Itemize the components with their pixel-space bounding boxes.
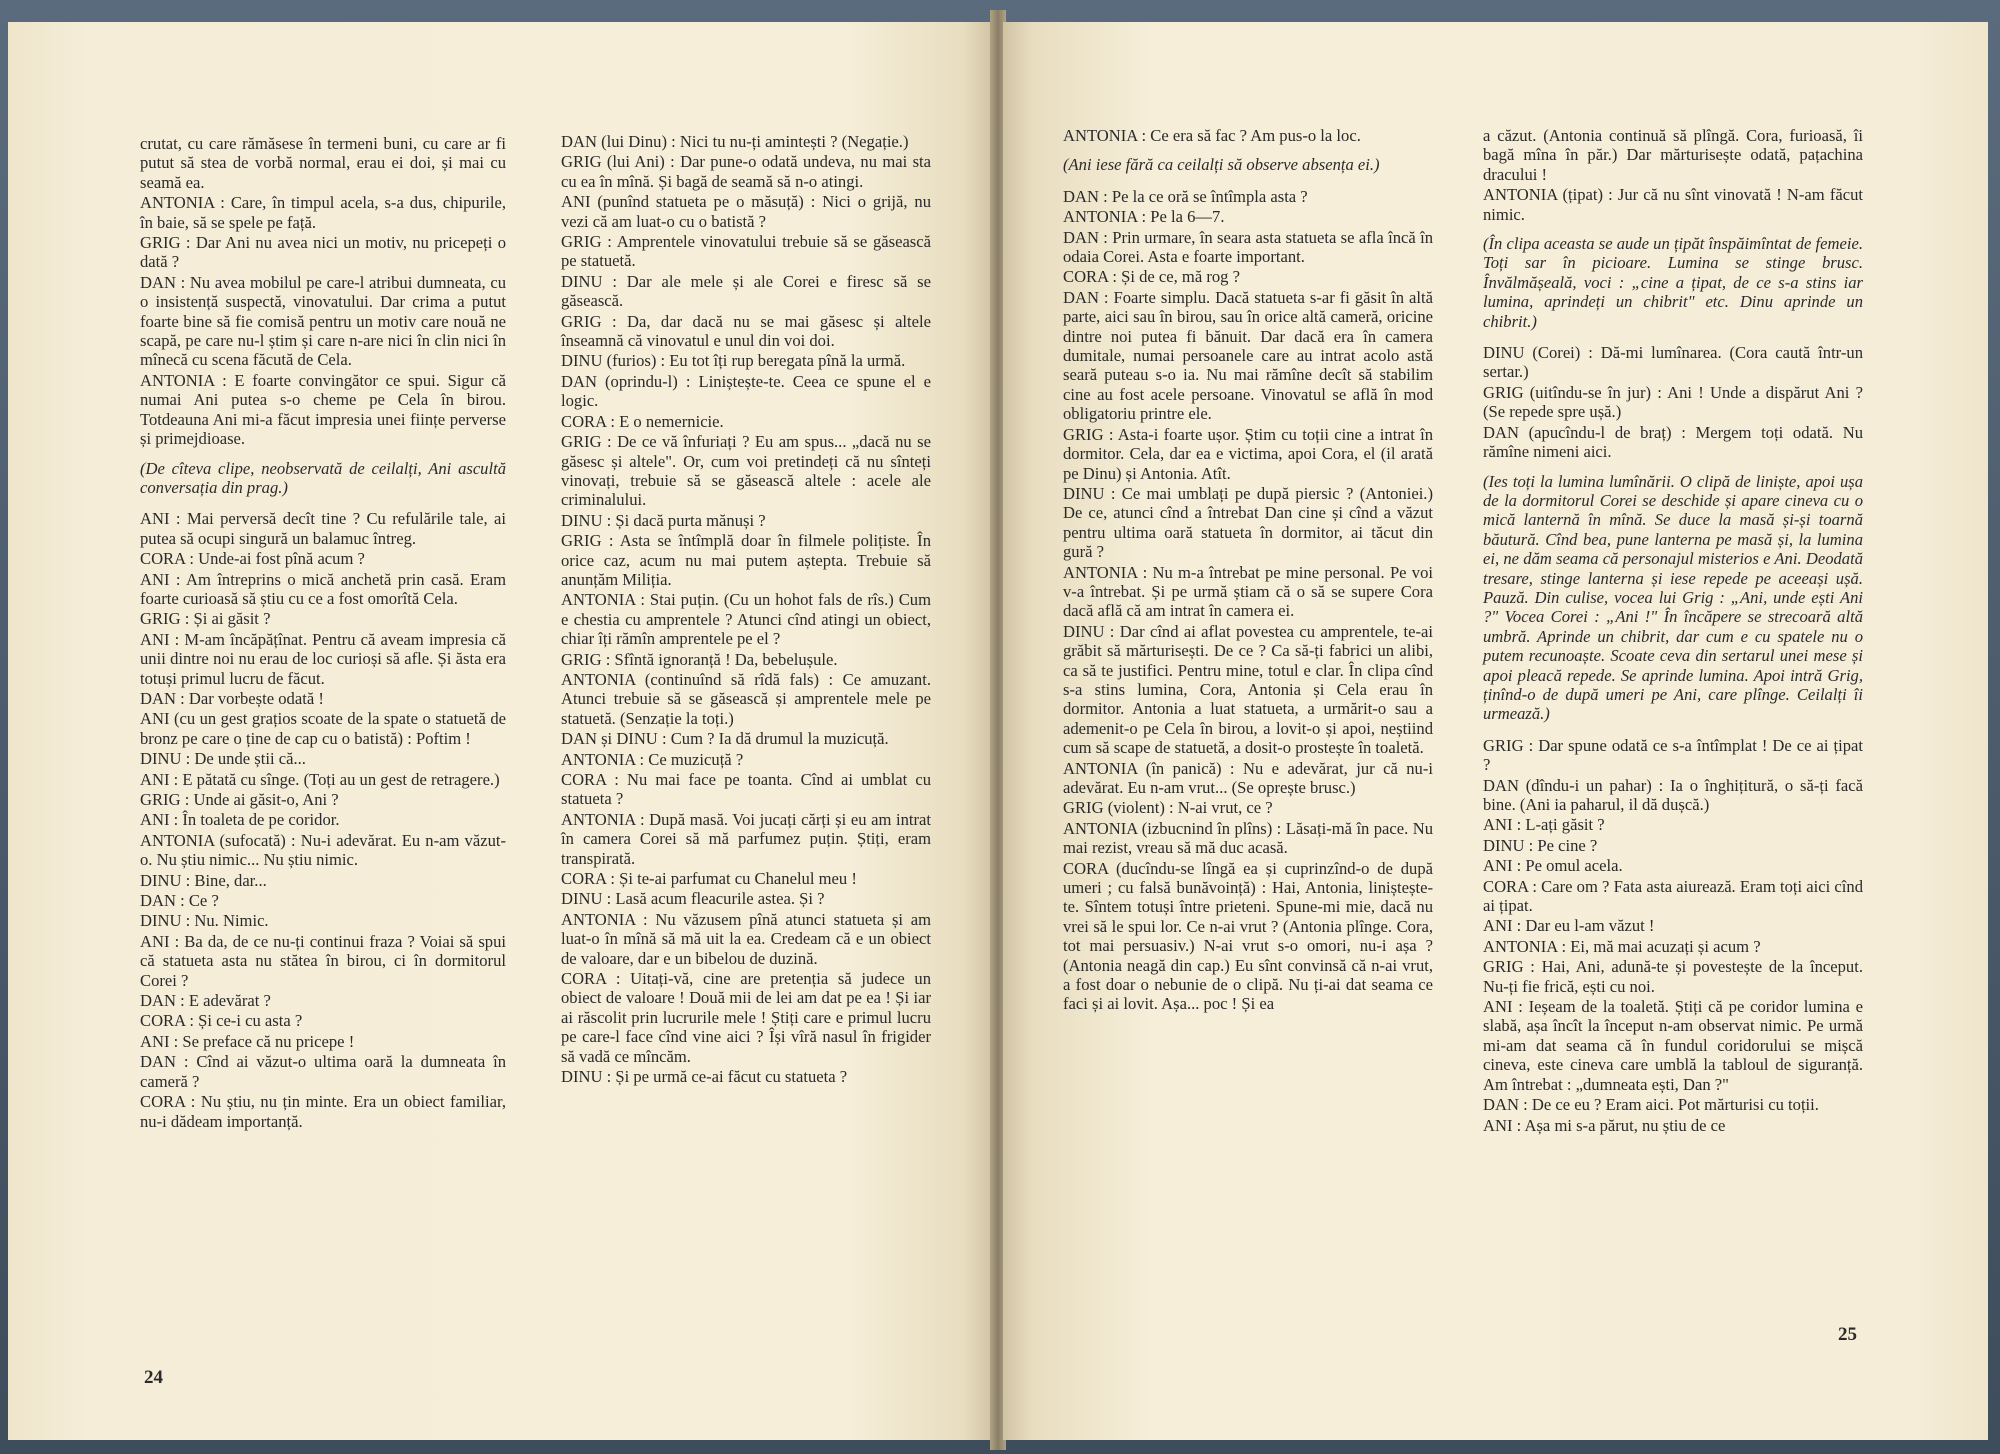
dialogue-line: ANI (punînd statueta pe o măsuță) : Nici o grijă, nu vezi că am luat-o cu o batistă ?	[561, 192, 931, 231]
stage-direction: (De cîteva clipe, neobservată de ceilalți, Ani ascultă conversația din prag.)	[140, 458, 506, 497]
dialogue-line: DINU (Corei) : Dă-mi lumînarea. (Cora caută într-un sertar.)	[1483, 343, 1863, 382]
dialogue-line: ANTONIA (izbucnind în plîns) : Lăsați-mă în pace. Nu mai rezist, vreau să mă duc acasă.	[1063, 818, 1433, 858]
dialogue-line: DINU : Bine, dar...	[140, 870, 267, 890]
dialogue-line: ANTONIA : Pe la 6—7.	[1063, 207, 1225, 227]
dialogue-line: DINU : Lasă acum fleacurile astea. Și ?	[561, 889, 825, 909]
dialogue-line: ANI : Dar eu l-am văzut !	[1483, 916, 1655, 936]
dialogue-line: ANI : În toaleta de pe coridor.	[140, 810, 340, 830]
dialogue-line: DAN (dîndu-i un pahar) : Ia o înghițitură, o să-ți facă bine. (Ani ia paharul, il dă dușcă.)	[1483, 775, 1863, 814]
dialogue-line: CORA : E o nemernicie.	[561, 411, 724, 431]
dialogue-line: CORA : Și ce-i cu asta ?	[140, 1011, 303, 1031]
dialogue-line: GRIG (violent) : N-ai vrut, ce ?	[1063, 798, 1273, 818]
dialogue-line: ANI : E pătată cu sînge. (Toți au un gest de retragere.)	[140, 769, 500, 789]
dialogue-line: GRIG : Unde ai găsit-o, Ani ?	[140, 790, 339, 809]
dialogue-line: DINU : De unde știi că...	[140, 749, 306, 769]
dialogue-line: ANI : Mai perversă decît tine ? Cu refulările tale, ai putea să ocupi singură un balamuc întreg.	[140, 509, 506, 548]
dialogue-line: GRIG : Asta se întîmplă doar în filmele polițiste. În orice caz, acum nu mai putem aștepta. Trebuie să anunțăm Miliția.	[561, 531, 931, 589]
text-column-1	[140, 134, 506, 1132]
dialogue-line: ANTONIA : E foarte convingător ce spui. Sigur că numai Ani putea s-o cheme pe Cela în birou. Totdeauna Ani mi-a făcut impresia unei ființe perverse și primejdioase.	[140, 370, 506, 449]
dialogue-line: a căzut. (Antonia continuă să plîngă. Cora, furioasă, îi bagă mîna în păr.) Dar mărturisește odată, pațachina dracului !	[1483, 126, 1863, 184]
dialogue-line: ANI : Așa mi s-a părut, nu știu de ce	[1483, 1115, 1726, 1135]
dialogue-line: GRIG : Asta-i foarte ușor. Știm cu toții cine a intrat în dormitor. Cela, dar ea e victima, apoi Cora, el (il arată pe Dinu) și Antonia. Atît.	[1063, 424, 1433, 483]
text-column-2	[561, 132, 931, 1088]
dialogue-line: CORA : Nu mai face pe toanta. Cînd ai umblat cu statueta ?	[561, 770, 931, 809]
page-number-left: 24	[144, 1367, 163, 1388]
stage-direction: (Ani iese fără ca ceilalți să observe absența ei.)	[1063, 155, 1380, 175]
dialogue-line: GRIG : Sfîntă ignoranță ! Da, bebelușule.	[561, 649, 838, 669]
dialogue-line: GRIG (lui Ani) : Dar pune-o odată undeva, nu mai sta cu ea în mînă. Și bagă de seamă să n-o atingi.	[561, 152, 931, 191]
dialogue-line: DINU : Și pe urmă ce-ai făcut cu statueta ?	[561, 1067, 848, 1087]
dialogue-line: DINU : Pe cine ?	[1483, 835, 1598, 855]
dialogue-line: GRIG : Da, dar dacă nu se mai găsesc și altele înseamnă că vinovatul e unul din voi doi.	[561, 311, 931, 351]
dialogue-line: GRIG : Dar Ani nu avea nici un motiv, nu pricepeți o dată ?	[140, 233, 506, 272]
dialogue-line: DAN : E adevărat ?	[140, 991, 271, 1011]
dialogue-line: GRIG : De ce vă înfuriați ? Eu am spus... „dacă nu se găsesc și altele". Or, cum voi pretindeți că nu sînteți vinovați, trebuie să se găsească altele : acele ale criminalului.	[561, 432, 931, 510]
dialogue-line: DINU : Și dacă purta mănuși ?	[561, 510, 766, 530]
dialogue-line: ANTONIA (în panică) : Nu e adevărat, jur că nu-i adevărat. Eu n-am vrut... (Se oprește brusc.)	[1063, 758, 1433, 797]
dialogue-line: ANTONIA : Care, în timpul acela, s-a dus, chipurile, în baie, să se spele pe față.	[140, 193, 506, 232]
dialogue-line: CORA : Unde-ai fost pînă acum ?	[140, 549, 365, 569]
dialogue-line: DAN : Foarte simplu. Dacă statueta s-ar fi găsit în altă parte, aici sau în birou, sau în orice altă cameră, oricine dintre noi putea fi bănuit. Dar dacă era în camera dumitale, numai persoanele care au intrat acolo astă seară puteau s-o ia. Nu mai rămîne decît să stabilim cine au fost acele persoane. Vinovatul se află în mod obligatoriu printre ele.	[1063, 287, 1433, 424]
dialogue-line: ANTONIA : Nu văzusem pînă atunci statueta și am luat-o în mînă să mă uit la ea. Credeam că e un obiect de valoare, dar e un bibelou de duzină.	[561, 909, 931, 968]
dialogue-line: DAN și DINU : Cum ? Ia dă drumul la muzicuță.	[561, 729, 889, 749]
dialogue-line: ANI : Ba da, de ce nu-ți continui fraza ? Voiai să spui că statueta asta nu stătea în birou, ci în dormitorul Corei ?	[140, 931, 506, 990]
dialogue-line: CORA : Și de ce, mă rog ?	[1063, 267, 1240, 287]
dialogue-line: ANTONIA : Ei, mă mai acuzați și acum ?	[1483, 936, 1761, 956]
dialogue-line: DAN (apucîndu-l de braț) : Mergem toți odată. Nu rămîne nimeni aici.	[1483, 422, 1863, 462]
dialogue-line: GRIG : Și ai găsit ?	[140, 609, 271, 629]
dialogue-line: ANI : Pe omul acela.	[1483, 856, 1623, 876]
dialogue-line: DINU : Dar ale mele și ale Corei e firesc să se găsească.	[561, 271, 931, 311]
dialogue-line: DAN (oprindu-l) : Liniștește-te. Ceea ce spune el e logic.	[561, 371, 931, 411]
dialogue-line: DAN (lui Dinu) : Nici tu nu-ți amintești ? (Negație.)	[561, 132, 909, 151]
dialogue-line: ANI : Se preface că nu pricepe !	[140, 1031, 355, 1051]
dialogue-line: DAN : Ce ?	[140, 891, 219, 911]
dialogue-line: ANTONIA : Ce era să fac ? Am pus-o la loc.	[1063, 126, 1361, 145]
dialogue-line: ANTONIA : După masă. Voi jucați cărți și eu am intrat în camera Corei să mă parfumez puțin. Știți, eram transpirată.	[561, 809, 931, 868]
dialogue-line: DAN : Nu avea mobilul pe care-l atribui dumneata, cu o insistență suspectă, vinovatului. Dar crima a putut foarte bine să fie comisă pentru un motiv care nouă ne scapă, pe care nu-l știm și care n-are nici în clin nici în mînecă cu scena făcută de Cela.	[140, 272, 506, 370]
left-page	[8, 22, 993, 1440]
dialogue-line: ANTONIA (continuînd să rîdă fals) : Ce amuzant. Atunci trebuie să se găsească și amprentele mele pe statuetă. (Senzație la toți.)	[561, 669, 931, 728]
dialogue-line: ANI (cu un gest grațios scoate de la spate o statuetă de bronz pe care o ține de cap cu o batistă) : Poftim !	[140, 709, 506, 748]
dialogue-line: ANI : L-ați găsit ?	[1483, 815, 1605, 835]
dialogue-line: DINU : Ce mai umblați pe după piersic ? (Antoniei.) De ce, atunci cînd a întrebat Dan cine și cînd a văzut pentru ultima oară statueta în dormitor, ai tăcut din gură ?	[1063, 483, 1433, 562]
dialogue-line: CORA : Nu știu, nu țin minte. Era un obiect familiar, nu-i dădeam importanță.	[140, 1092, 506, 1131]
dialogue-line: DAN : Pe la ce oră se întîmpla asta ?	[1063, 186, 1308, 206]
dialogue-line: GRIG : Amprentele vinovatului trebuie să se găsească pe statuetă.	[561, 232, 931, 271]
dialogue-line: ANTONIA (sufocată) : Nu-i adevărat. Eu n-am văzut-o. Nu știu nimic... Nu știu nimic.	[140, 830, 506, 870]
dialogue-line: DINU (furios) : Eu tot îți rup beregata pînă la urmă.	[561, 351, 906, 371]
dialogue-line: ANTONIA (țipat) : Jur că nu sînt vinovată ! N-am făcut nimic.	[1483, 185, 1863, 224]
dialogue-line: DAN : De ce eu ? Eram aici. Pot mărturisi cu toții.	[1483, 1095, 1819, 1115]
dialogue-line: crutat, cu care rămăsese în termeni buni, cu care ar fi putut să stea de vorbă normal, erau ei doi, și mai cu seamă ea.	[140, 134, 506, 192]
dialogue-line: GRIG : Hai, Ani, adună-te și povestește de la început. Nu-ți fie frică, ești cu noi.	[1483, 957, 1863, 996]
dialogue-line: GRIG : Dar spune odată ce s-a întîmplat ! De ce ai țipat ?	[1483, 735, 1863, 775]
dialogue-line: CORA : Care om ? Fata asta aiurează. Eram toți aici cînd ai țipat.	[1483, 876, 1863, 916]
dialogue-line: DINU : Nu. Nimic.	[140, 911, 269, 931]
dialogue-line: DINU : Dar cînd ai aflat povestea cu amprentele, te-ai grăbit să mărturisești. De ce ? Ca să-ți fabrici un alibi, ca să te justifici. Pentru mine, totul e clar. În clipa cînd s-a stins lumina, Cora, Antonia și Cela erau în dormitor. Antonia a luat statueta, a urmărit-o sau a ademenit-o pe Cela în birou, a lovit-o și apoi, neștiind cum să scape de statuetă, a dosit-o prostește în toaletă.	[1063, 621, 1433, 758]
stage-direction: (În clipa aceasta se aude un țipăt înspăimîntat de femeie. Toți sar în picioare. Lumina se stinge brusc. Învălmășeală, voci : „cine a țipat, de ce s-a stins iar lumina, aprindeți un chibrit" etc. Dinu aprinde un chibrit.)	[1483, 234, 1863, 331]
page-number-right: 25	[1838, 1324, 1857, 1345]
dialogue-line: DAN : Dar vorbește odată !	[140, 688, 324, 708]
dialogue-line: GRIG (uitîndu-se în jur) : Ani ! Unde a dispărut Ani ? (Se repede spre ușă.)	[1483, 382, 1863, 422]
text-column-3	[1063, 126, 1433, 1015]
dialogue-line: ANTONIA : Nu m-a întrebat pe mine personal. Pe voi v-a întrebat. Și pe urmă știam că o să se supere Cora dacă află că am intrat în camera ei.	[1063, 562, 1433, 621]
dialogue-line: ANTONIA : Ce muzicuță ?	[561, 749, 744, 769]
dialogue-line: ANI : M-am încăpățînat. Pentru că aveam impresia că unii dintre noi nu erau de loc curioși să afle. Și ăsta era totuși primul lucru de făcut.	[140, 629, 506, 688]
text-column-4	[1483, 126, 1863, 1136]
right-page	[1003, 22, 1988, 1440]
dialogue-line: ANI : Am întreprins o mică anchetă prin casă. Eram foarte curioasă să știu cu ce a fost omorîtă Cela.	[140, 569, 506, 608]
dialogue-line: CORA : Și te-ai parfumat cu Chanelul meu !	[561, 869, 857, 889]
dialogue-line: DAN : Cînd ai văzut-o ultima oară la dumneata în cameră ?	[140, 1052, 506, 1091]
dialogue-line: DAN : Prin urmare, în seara asta statueta se afla încă în odaia Corei. Asta e foarte important.	[1063, 227, 1433, 267]
dialogue-line: ANI : Ieșeam de la toaletă. Știți că pe coridor lumina e slabă, așa încît la început n-am observat nimic. Pe urmă mi-am dat seama că în fundul coridorului se mișcă cineva, este cineva care umblă la tabloul de siguranță. Am întrebat : „dumneata ești, Dan ?"	[1483, 997, 1863, 1094]
dialogue-line: ANTONIA : Stai puțin. (Cu un hohot fals de rîs.) Cum e chestia cu amprentele ? Atunci cînd atingi un obiect, chiar îți rămîn amprentele pe el ?	[561, 590, 931, 649]
dialogue-line: CORA (ducîndu-se lîngă ea și cuprinzînd-o de după umeri ; cu falsă bunăvoință) : Hai, Antonia, liniștește-te. Sîntem totuși între prieteni. Spune-mi mie, dacă nu vrei să le spui lor. Ce n-ai vrut ? (Antonia plînge. Cora, tot mai persuasiv.) N-ai vrut s-o omori, nu-i așa ? (Antonia neagă din cap.) Eu sînt convinsă că n-ai vrut, a fost doar o nebunie de o clipă. Nu ți-ai dat seama ce faci și ai lovit. Așa... poc ! Și ea	[1063, 858, 1433, 1014]
dialogue-line: CORA : Uitați-vă, cine are pretenția să judece un obiect de valoare ! Două mii de lei am dat pe ea ! Și iar ai răscolit prin lucrurile mele ! Știți care e primul lucru pe care-l face cînd vine aici ? Își vîră nasul în frigider să vadă ce mîncăm.	[561, 969, 931, 1066]
stage-direction: (Ies toți la lumina lumînării. O clipă de liniște, apoi ușa de la dormitorul Corei se deschide și apare cineva cu o mică lanternă în mînă. Se duce la masă și-și toarnă băutură. Cînd bea, pune lanterna pe masă și, la lumina ei, ne dăm seama că personajul misterios e Ani. Deodată tresare, stinge lanterna și iese repede pe aceeași ușă. Pauză. Din culise, vocea lui Grig : „Ani, unde ești Ani ?" Vocea Corei : „Ani !" În încăpere se strecoară altă umbră. Aprinde un chibrit, dar cum e cu spatele nu o putem recunoaște. Scoate ceva din sertarul unei mese și apoi pleacă repede. Se aprinde lumina. Apoi intră Grig, ținînd-o de după umeri pe Ani, care plînge. Ceilalți îi urmează.)	[1483, 471, 1863, 724]
